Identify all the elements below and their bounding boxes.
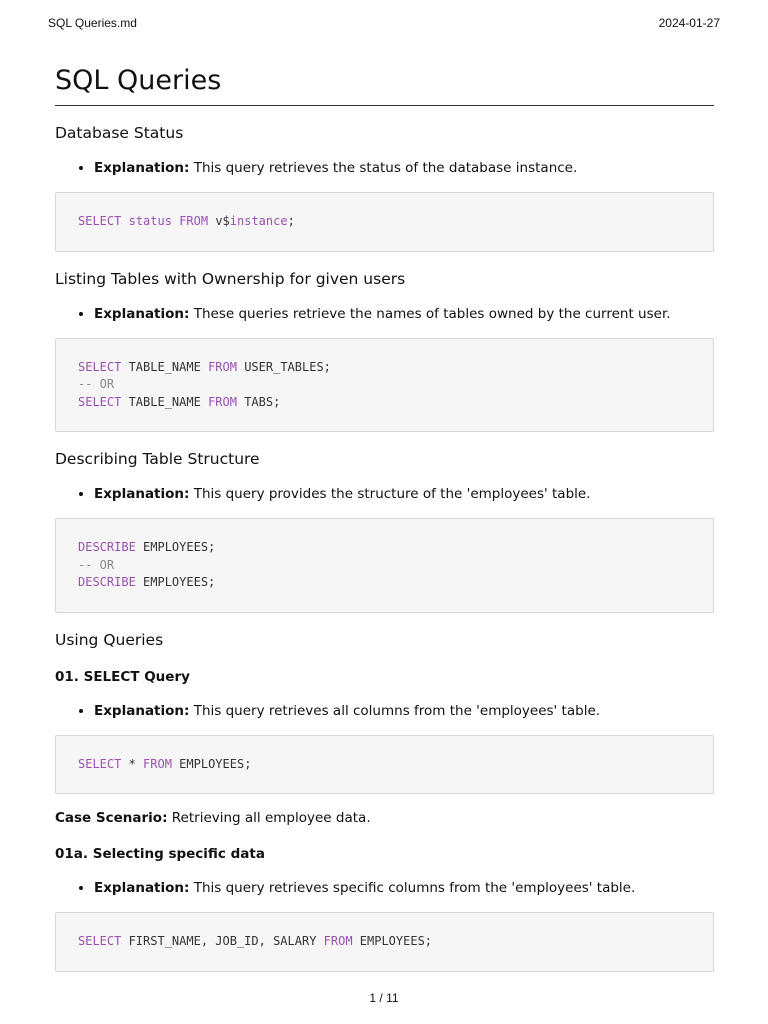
document-content — [55, 62, 714, 972]
code-keyword: SELECT — [78, 214, 122, 228]
code-keyword: DESCRIBE — [78, 540, 136, 554]
explanation-item — [94, 484, 714, 504]
code-keyword: SELECT — [78, 756, 122, 771]
code-keyword: SELECT — [78, 934, 122, 948]
explanation-label: Explanation: — [94, 702, 190, 719]
explanation-text: This query retrieves the status of the database instance. — [189, 160, 578, 176]
code-block-select-specific — [55, 912, 714, 972]
document-date: 2024-01-27 — [658, 16, 720, 30]
code-text — [121, 214, 128, 228]
code-text: TABLE_NAME — [121, 394, 209, 409]
code-text: v$ — [208, 214, 230, 228]
explanation-list — [55, 304, 714, 324]
code-text: EMPLOYEES; — [135, 540, 216, 554]
code-line — [78, 376, 691, 394]
code-keyword: FROM — [208, 359, 237, 374]
code-text: EMPLOYEES; — [135, 575, 216, 589]
code-keyword: status — [128, 214, 172, 228]
case-scenario-text: Retrieving all employee data. — [167, 810, 371, 826]
explanation-item — [94, 701, 714, 721]
code-line — [78, 394, 691, 412]
code-text: USER_TABLES; — [236, 359, 331, 374]
explanation-label: Explanation: — [94, 160, 190, 176]
code-text: EMPLOYEES; — [352, 934, 433, 948]
explanation-list — [55, 484, 714, 504]
code-keyword: FROM — [143, 756, 172, 771]
subheading-select-query: 01. SELECT Query — [55, 668, 190, 685]
explanation-text: These queries retrieve the names of tables owned by the current user. — [189, 305, 671, 322]
explanation-text: This query retrieves specific columns from the 'employees' table. — [189, 880, 636, 896]
code-block-describing-table — [55, 518, 714, 613]
code-comment: -- OR — [78, 557, 115, 572]
code-line — [78, 574, 691, 592]
code-text: EMPLOYEES; — [171, 756, 252, 771]
document-filename: SQL Queries.md — [48, 16, 137, 30]
explanation-label: Explanation: — [94, 305, 190, 322]
page-title: SQL Queries — [55, 62, 714, 106]
code-keyword: DESCRIBE — [78, 575, 136, 589]
code-block-database-status — [55, 192, 714, 252]
explanation-item — [94, 304, 714, 324]
code-text: FIRST_NAME, JOB_ID, SALARY — [121, 934, 324, 948]
code-line — [78, 213, 691, 231]
explanation-list — [55, 878, 714, 898]
page-indicator: 1 / 11 — [369, 991, 399, 1005]
explanation-item — [94, 878, 714, 898]
code-comment: -- OR — [78, 377, 115, 391]
code-keyword: FROM — [179, 214, 209, 228]
code-text: TABS; — [236, 394, 281, 409]
code-text: TABLE_NAME — [121, 359, 209, 374]
subheading-selecting-specific-data: 01a. Selecting specific data — [55, 846, 265, 862]
code-line — [78, 557, 691, 575]
explanation-label: Explanation: — [94, 486, 190, 502]
explanation-list — [55, 158, 714, 178]
code-line — [78, 756, 691, 774]
code-line — [78, 539, 691, 557]
code-keyword: FROM — [323, 934, 353, 948]
section-heading-database-status: Database Status — [55, 124, 184, 142]
section-heading-listing-tables: Listing Tables with Ownership for given users — [55, 269, 406, 288]
code-keyword: FROM — [208, 394, 237, 409]
case-scenario — [55, 808, 714, 828]
explanation-label: Explanation: — [94, 880, 190, 896]
case-scenario-label: Case Scenario: — [55, 810, 168, 826]
code-text: * — [121, 756, 144, 771]
explanation-text: This query provides the structure of the 'employees' table. — [189, 486, 591, 502]
code-line — [78, 933, 691, 951]
explanation-text: This query retrieves all columns from the 'employees' table. — [189, 702, 601, 719]
code-block-select-all — [55, 735, 714, 795]
section-heading-describing-table: Describing Table Structure — [55, 450, 260, 468]
code-block-listing-tables — [55, 338, 714, 433]
code-keyword: SELECT — [78, 359, 122, 374]
code-text: ; — [287, 214, 295, 228]
code-keyword: SELECT — [78, 394, 122, 409]
explanation-list — [55, 701, 714, 721]
explanation-item — [94, 158, 714, 178]
code-keyword: instance — [229, 214, 288, 228]
code-line — [78, 359, 691, 377]
section-heading-using-queries: Using Queries — [55, 630, 164, 649]
